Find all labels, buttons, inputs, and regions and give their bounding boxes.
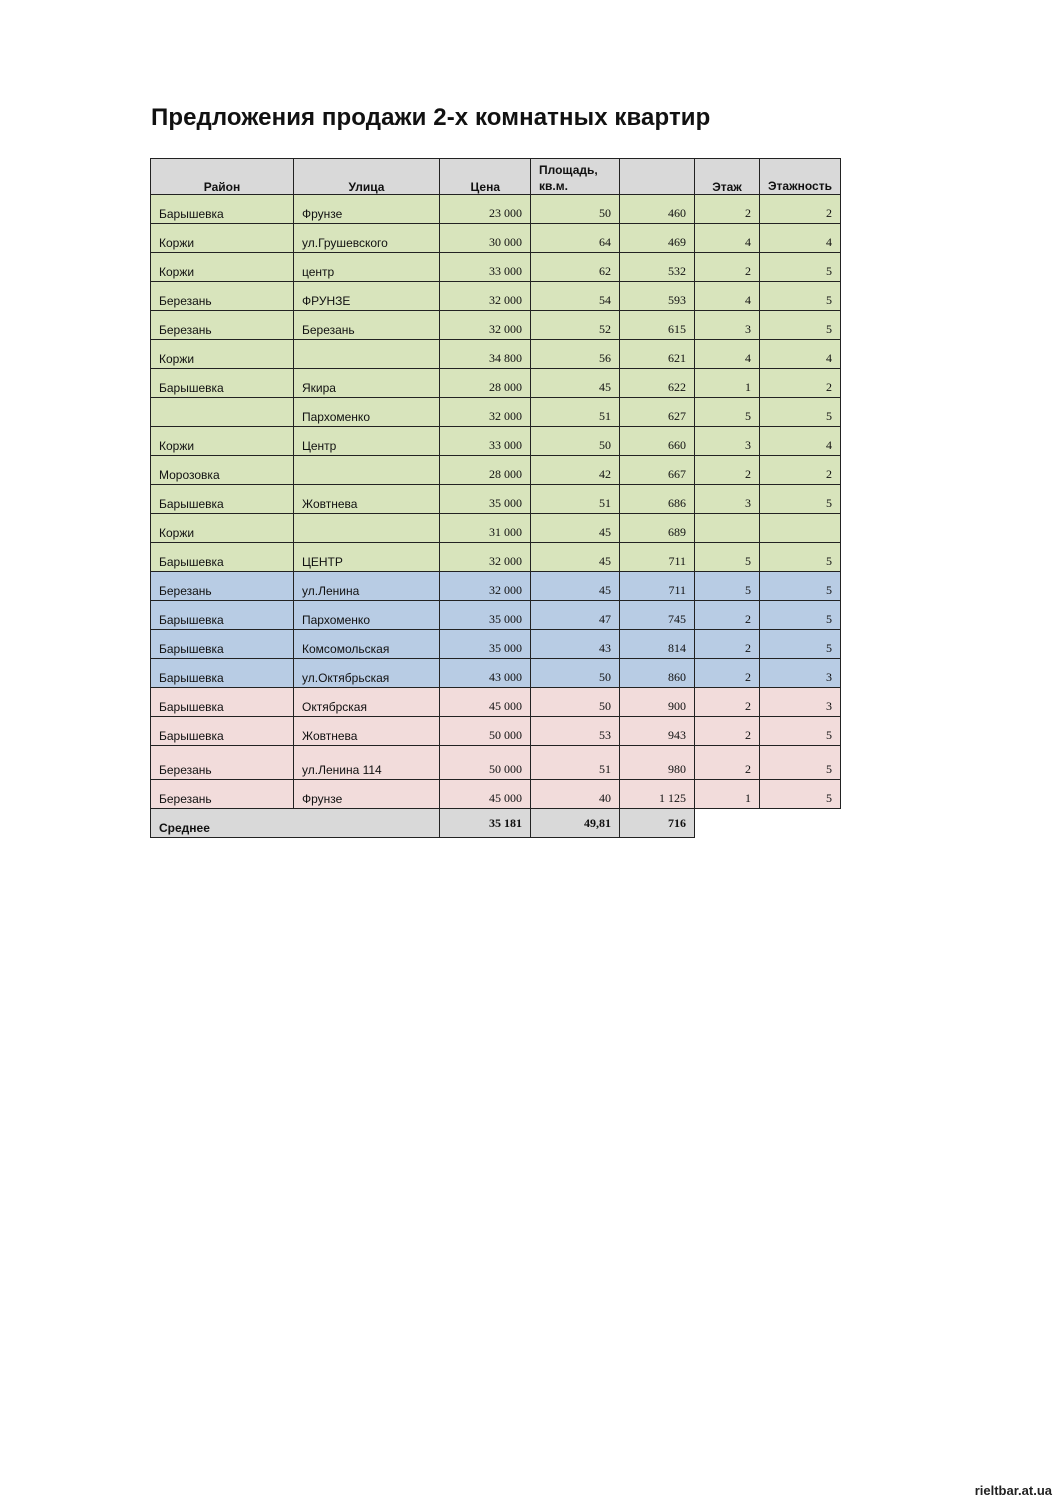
cell-district: Коржи xyxy=(151,514,294,543)
cell-price: 45 000 xyxy=(440,688,531,717)
cell-area: 45 xyxy=(531,543,620,572)
header-area: Площадь, кв.м. xyxy=(531,159,620,195)
cell-per-m2: 1 125 xyxy=(620,780,695,809)
cell-street: ул.Октябрьская xyxy=(294,659,440,688)
cell-street: Пархоменко xyxy=(294,601,440,630)
cell-price: 45 000 xyxy=(440,780,531,809)
cell-per-m2: 469 xyxy=(620,224,695,253)
cell-price: 32 000 xyxy=(440,282,531,311)
cell-street: Центр xyxy=(294,427,440,456)
table-row xyxy=(151,572,841,601)
cell-floor: 2 xyxy=(695,746,760,780)
cell-price: 35 000 xyxy=(440,601,531,630)
cell-per-m2: 686 xyxy=(620,485,695,514)
average-area: 49,81 xyxy=(531,809,620,838)
table-row xyxy=(151,485,841,514)
cell-district: Барышевка xyxy=(151,601,294,630)
table-row xyxy=(151,253,841,282)
cell-area: 45 xyxy=(531,572,620,601)
cell-floors: 2 xyxy=(760,456,841,485)
cell-street xyxy=(294,340,440,369)
table-row xyxy=(151,398,841,427)
cell-price: 33 000 xyxy=(440,253,531,282)
cell-price: 35 000 xyxy=(440,630,531,659)
cell-street: ФРУНЗЕ xyxy=(294,282,440,311)
cell-per-m2: 660 xyxy=(620,427,695,456)
cell-floor: 1 xyxy=(695,369,760,398)
empty-cell xyxy=(695,809,760,838)
cell-street: Жовтнева xyxy=(294,717,440,746)
cell-floors: 3 xyxy=(760,659,841,688)
table-row xyxy=(151,195,841,224)
cell-floors: 5 xyxy=(760,485,841,514)
cell-per-m2: 814 xyxy=(620,630,695,659)
cell-floor: 4 xyxy=(695,340,760,369)
cell-floors: 5 xyxy=(760,717,841,746)
cell-street: Комсомольская xyxy=(294,630,440,659)
cell-floors: 5 xyxy=(760,601,841,630)
table-row xyxy=(151,340,841,369)
table-row xyxy=(151,282,841,311)
average-price: 35 181 xyxy=(440,809,531,838)
cell-district xyxy=(151,398,294,427)
cell-per-m2: 627 xyxy=(620,398,695,427)
cell-per-m2: 689 xyxy=(620,514,695,543)
cell-area: 64 xyxy=(531,224,620,253)
cell-floor: 3 xyxy=(695,311,760,340)
cell-per-m2: 621 xyxy=(620,340,695,369)
cell-per-m2: 532 xyxy=(620,253,695,282)
average-row xyxy=(151,809,841,838)
cell-district: Барышевка xyxy=(151,717,294,746)
cell-per-m2: 615 xyxy=(620,311,695,340)
cell-district: Барышевка xyxy=(151,688,294,717)
table-row xyxy=(151,630,841,659)
cell-area: 45 xyxy=(531,369,620,398)
cell-floors: 5 xyxy=(760,282,841,311)
table-header-row xyxy=(151,159,841,195)
cell-floors: 4 xyxy=(760,340,841,369)
cell-price: 50 000 xyxy=(440,746,531,780)
cell-floors: 3 xyxy=(760,688,841,717)
cell-district: Коржи xyxy=(151,253,294,282)
cell-floor: 3 xyxy=(695,427,760,456)
cell-area: 50 xyxy=(531,688,620,717)
cell-floor: 2 xyxy=(695,456,760,485)
cell-floors xyxy=(760,514,841,543)
table-row xyxy=(151,717,841,746)
cell-street xyxy=(294,514,440,543)
cell-floor: 2 xyxy=(695,253,760,282)
cell-district: Березань xyxy=(151,282,294,311)
cell-area: 50 xyxy=(531,659,620,688)
table-row xyxy=(151,780,841,809)
cell-area: 50 xyxy=(531,195,620,224)
cell-street: Фрунзе xyxy=(294,195,440,224)
cell-floors: 5 xyxy=(760,398,841,427)
cell-area: 40 xyxy=(531,780,620,809)
cell-district: Березань xyxy=(151,311,294,340)
cell-district: Барышевка xyxy=(151,630,294,659)
cell-area: 42 xyxy=(531,456,620,485)
cell-price: 32 000 xyxy=(440,398,531,427)
cell-area: 52 xyxy=(531,311,620,340)
apartments-table xyxy=(150,158,841,838)
cell-street: ул.Ленина xyxy=(294,572,440,601)
cell-price: 35 000 xyxy=(440,485,531,514)
cell-district: Коржи xyxy=(151,427,294,456)
cell-district: Барышевка xyxy=(151,369,294,398)
cell-district: Березань xyxy=(151,780,294,809)
table-row xyxy=(151,601,841,630)
cell-street xyxy=(294,456,440,485)
watermark: rieltbar.at.ua xyxy=(974,1483,1052,1498)
cell-per-m2: 860 xyxy=(620,659,695,688)
table-row xyxy=(151,514,841,543)
cell-district: Коржи xyxy=(151,340,294,369)
cell-floor xyxy=(695,514,760,543)
cell-price: 32 000 xyxy=(440,543,531,572)
cell-area: 51 xyxy=(531,398,620,427)
cell-floors: 5 xyxy=(760,746,841,780)
cell-street: Октябрская xyxy=(294,688,440,717)
cell-per-m2: 593 xyxy=(620,282,695,311)
cell-floors: 4 xyxy=(760,427,841,456)
cell-district: Барышевка xyxy=(151,485,294,514)
cell-per-m2: 711 xyxy=(620,543,695,572)
cell-floors: 5 xyxy=(760,543,841,572)
table-row xyxy=(151,543,841,572)
average-per-m2: 716 xyxy=(620,809,695,838)
cell-street: Фрунзе xyxy=(294,780,440,809)
cell-floors: 2 xyxy=(760,369,841,398)
cell-street: Жовтнева xyxy=(294,485,440,514)
cell-floor: 2 xyxy=(695,195,760,224)
cell-floor: 5 xyxy=(695,543,760,572)
table-row xyxy=(151,369,841,398)
cell-street: Березань xyxy=(294,311,440,340)
cell-price: 28 000 xyxy=(440,456,531,485)
cell-district: Березань xyxy=(151,746,294,780)
cell-floor: 5 xyxy=(695,572,760,601)
cell-area: 51 xyxy=(531,746,620,780)
cell-street: ЦЕНТР xyxy=(294,543,440,572)
cell-district: Барышевка xyxy=(151,543,294,572)
cell-price: 23 000 xyxy=(440,195,531,224)
header-price: Цена xyxy=(440,159,531,195)
cell-street: Якира xyxy=(294,369,440,398)
cell-district: Барышевка xyxy=(151,659,294,688)
cell-district: Березань xyxy=(151,572,294,601)
cell-per-m2: 622 xyxy=(620,369,695,398)
header-street: Улица xyxy=(294,159,440,195)
cell-price: 31 000 xyxy=(440,514,531,543)
cell-street: Пархоменко xyxy=(294,398,440,427)
cell-floor: 2 xyxy=(695,659,760,688)
cell-floors: 2 xyxy=(760,195,841,224)
cell-district: Морозовка xyxy=(151,456,294,485)
cell-price: 32 000 xyxy=(440,572,531,601)
header-district: Район xyxy=(151,159,294,195)
average-label: Среднее xyxy=(151,809,440,838)
cell-area: 62 xyxy=(531,253,620,282)
cell-price: 33 000 xyxy=(440,427,531,456)
cell-street: ул.Грушевского xyxy=(294,224,440,253)
cell-per-m2: 667 xyxy=(620,456,695,485)
cell-area: 47 xyxy=(531,601,620,630)
cell-price: 32 000 xyxy=(440,311,531,340)
table-row xyxy=(151,688,841,717)
cell-price: 50 000 xyxy=(440,717,531,746)
cell-floors: 4 xyxy=(760,224,841,253)
cell-street: центр xyxy=(294,253,440,282)
cell-floors: 5 xyxy=(760,253,841,282)
empty-cell xyxy=(760,809,841,838)
cell-floor: 3 xyxy=(695,485,760,514)
cell-district: Барышевка xyxy=(151,195,294,224)
cell-floors: 5 xyxy=(760,572,841,601)
cell-floor: 4 xyxy=(695,224,760,253)
table-row xyxy=(151,224,841,253)
cell-floors: 5 xyxy=(760,630,841,659)
cell-floor: 2 xyxy=(695,688,760,717)
cell-price: 28 000 xyxy=(440,369,531,398)
cell-floor: 1 xyxy=(695,780,760,809)
cell-area: 54 xyxy=(531,282,620,311)
cell-floor: 5 xyxy=(695,398,760,427)
page-title: Предложения продажи 2-х комнатных квартир xyxy=(151,104,711,131)
cell-floor: 4 xyxy=(695,282,760,311)
cell-price: 43 000 xyxy=(440,659,531,688)
cell-per-m2: 900 xyxy=(620,688,695,717)
cell-per-m2: 943 xyxy=(620,717,695,746)
header-per-m2 xyxy=(620,159,695,195)
cell-floors: 5 xyxy=(760,311,841,340)
cell-area: 53 xyxy=(531,717,620,746)
cell-floor: 2 xyxy=(695,601,760,630)
cell-per-m2: 460 xyxy=(620,195,695,224)
cell-floor: 2 xyxy=(695,630,760,659)
cell-area: 50 xyxy=(531,427,620,456)
header-floors: Этажность xyxy=(760,159,841,195)
cell-price: 30 000 xyxy=(440,224,531,253)
cell-area: 43 xyxy=(531,630,620,659)
table-row xyxy=(151,311,841,340)
cell-floor: 2 xyxy=(695,717,760,746)
table-row xyxy=(151,746,841,780)
table-row xyxy=(151,456,841,485)
cell-per-m2: 980 xyxy=(620,746,695,780)
header-floor: Этаж xyxy=(695,159,760,195)
table-row xyxy=(151,427,841,456)
cell-area: 45 xyxy=(531,514,620,543)
cell-per-m2: 745 xyxy=(620,601,695,630)
cell-per-m2: 711 xyxy=(620,572,695,601)
cell-area: 51 xyxy=(531,485,620,514)
cell-price: 34 800 xyxy=(440,340,531,369)
cell-street: ул.Ленина 114 xyxy=(294,746,440,780)
cell-floors: 5 xyxy=(760,780,841,809)
cell-area: 56 xyxy=(531,340,620,369)
cell-district: Коржи xyxy=(151,224,294,253)
table-row xyxy=(151,659,841,688)
